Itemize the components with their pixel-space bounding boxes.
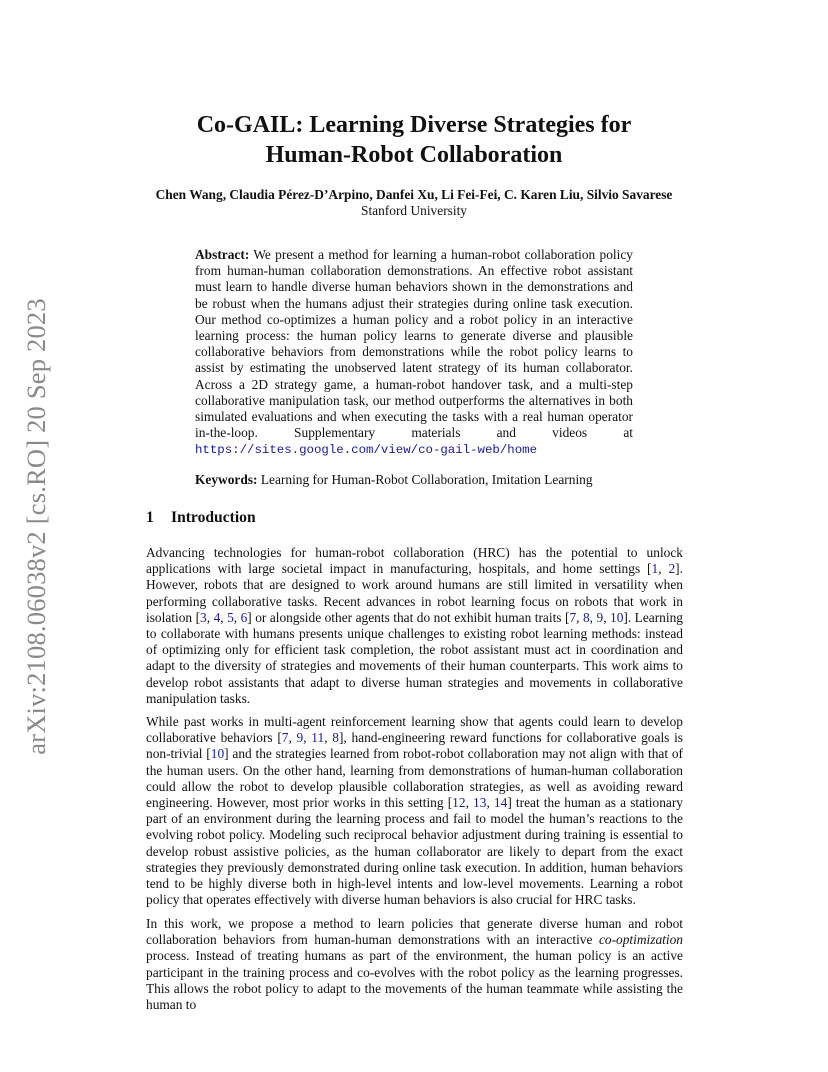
intro-paragraph-1 [146, 545, 683, 707]
text-run: , [303, 730, 312, 746]
text-run: ] or alongside other agents that do not exhibit human traits [ [247, 609, 570, 625]
text-run: In this work, we propose a method to learn policies that generate diverse human and robot collaboration behaviors from human-human demonstrations with an interactive [146, 916, 683, 948]
author-list: Chen Wang, Claudia Pérez-D’Arpino, Danfei Xu, Li Fei-Fei, C. Karen Liu, Silvio Savarese [155, 187, 673, 202]
text-run: Advancing technologies for human-robot collaboration (HRC) has the potential to unlock applications with large societal impact in manufacturing, hospitals, and home settings [ [146, 545, 683, 577]
title-line-1: Co-GAIL: Learning Diverse Strategies for [196, 112, 632, 138]
intro-paragraph-2 [146, 714, 683, 908]
abstract-label: Abstract: [195, 247, 250, 262]
keywords-label: Keywords: [195, 472, 258, 487]
citation-link[interactable]: 9 [296, 730, 304, 746]
text-run: , [220, 609, 228, 625]
text-run: , [603, 609, 610, 625]
text-run: , [288, 730, 297, 746]
section-heading-introduction [146, 509, 256, 527]
text-run: , [658, 561, 669, 577]
section-title: Introduction [171, 509, 256, 526]
affiliation: Stanford University [361, 203, 467, 218]
abstract-text: We present a method for learning a human-robot collaboration policy from human-human collaboration demonstrations. An effective robot assistant must learn to handle diverse human behaviors shown in the demonstrations and be robust when the humans adjust their strategies during online task execution. Our method co-optimizes a human policy and a robot policy in an interactive learning process: the human policy learns to generate diverse and plausible collaborative behaviors from demonstrations while the robot policy learns to assist by estimating the unobserved latent strategy of its human collaborator. Across a 2D strategy game, a human-robot handover task, and a multi-step collaborative manipulation task, our method outperforms the alternatives in both simulated evaluations and when executing the tasks with a real human operator in-the-loop. Supplementary materials and videos at [195, 247, 633, 441]
citation-link[interactable]: 2 [668, 561, 676, 577]
text-run: , [589, 609, 597, 625]
citation-link[interactable]: 8 [332, 730, 339, 746]
arxiv-id-text: arXiv:2108.06038v2 [cs.RO] 20 Sep 2023 [20, 297, 51, 755]
text-run: ]. Learning to collaborate with humans presents unique challenges to existing robot learning methods: instead of optimizing only for efficient task completion, the robot assistant must act in coordination and adapt to the diversity of strategies and movements of their human counterparts. This work aims to develop robot assistants that adapt to diverse human strategies and movements in collaborative manipulation tasks. [146, 609, 683, 706]
emphasis-text: co-optimization [598, 932, 683, 948]
citation-link[interactable]: 5 [227, 609, 234, 625]
section-number: 1 [146, 509, 154, 526]
citation-link[interactable]: 11 [311, 730, 325, 746]
title-line-2: Human-Robot Collaboration [265, 142, 563, 168]
keywords-text: Learning for Human-Robot Collaboration, Imitation Learning [260, 472, 593, 487]
text-run: , [233, 609, 241, 625]
text-run: ] treat the human as a stationary part of an environment during the learning process and fail to model the human’s reactions to the evolving robot policy. Modeling such reciprocal behavior adjustment during training is essential to develop robust assistive policies, as the human collaborator are likely to depart from the exact strategies they previously demonstrated during online task execution. In addition, human behaviors tend to be highly diverse both in high-level intents and low-level movements. Learning a robot policy that operates effectively with diverse human behaviors is also crucial for HRC tasks. [146, 795, 684, 908]
intro-paragraph-3 [146, 916, 683, 1013]
citation-link[interactable]: 7 [281, 730, 289, 746]
citation-link[interactable]: 12 [452, 795, 466, 811]
text-run: ] and the strategies learned from robot-robot collaboration may not align with that of the human users. On the other hand, learning from demonstrations of human-human collaboration could allow the robot to develop plausible collaboration strategies, as well as avoiding reward engineering. However, most prior works in this setting [ [146, 746, 683, 811]
citation-link[interactable]: 7 [569, 609, 577, 625]
citation-link[interactable]: 9 [596, 609, 604, 625]
citation-link[interactable]: 8 [582, 609, 590, 625]
paper-title [120, 110, 708, 170]
citation-link[interactable]: 13 [473, 795, 487, 811]
text-run: While past works in multi-agent reinforcement learning show that agents could learn to develop collaborative behaviors [ [146, 714, 683, 746]
supplementary-url-link[interactable]: https://sites.google.com/view/co-gail-web/home [195, 443, 538, 458]
citation-link[interactable]: 1 [651, 561, 659, 577]
citation-link[interactable]: 3 [200, 609, 207, 625]
text-run: , [206, 609, 214, 625]
abstract [195, 247, 633, 459]
citation-link[interactable]: 10 [610, 609, 624, 625]
arxiv-identifier-margin [12, 286, 60, 766]
text-run: , [576, 609, 583, 625]
citation-link[interactable]: 10 [210, 746, 225, 762]
citation-link[interactable]: 6 [240, 609, 248, 625]
citation-link[interactable]: 4 [213, 609, 221, 625]
text-run: , [486, 795, 494, 811]
keywords [195, 472, 633, 488]
text-run: ], hand-engineering reward functions for collaborative goals is non-trivial [ [146, 730, 683, 762]
text-run: process. Instead of treating humans as part of the environment, the human policy is an active participant in the training process and co-evolves with the robot policy as the learning progresses. This allows the robot policy to adapt to the movements of the human teammate while assisting the human to [146, 948, 683, 1013]
text-run: , [324, 730, 333, 746]
text-run: , [465, 795, 474, 811]
text-run: ]. However, robots that are designed to work around humans are still limited in versatility when performing collaborative tasks. Recent advances in robot learning focus on robots that work in isolation [ [146, 561, 683, 625]
citation-link[interactable]: 14 [493, 795, 508, 811]
